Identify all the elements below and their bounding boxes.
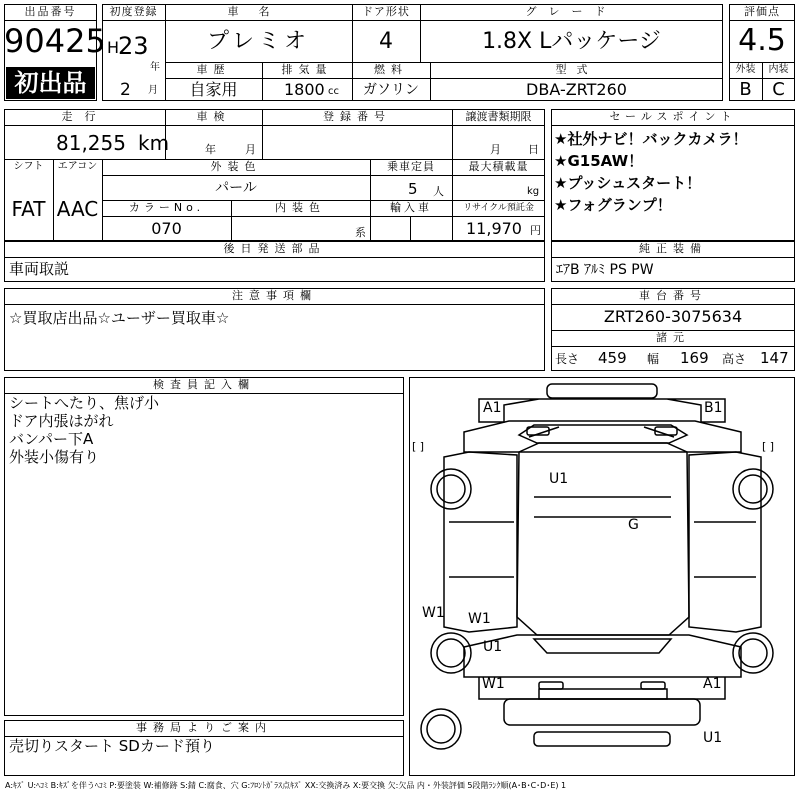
reg-month: 2	[120, 80, 131, 100]
equipment-label: 純正装備	[639, 242, 707, 255]
wheel-front-left-inner	[437, 475, 465, 503]
diagram-mark: W1	[468, 611, 491, 627]
recycle-label: リサイクル預託金	[463, 203, 534, 213]
inspector-label: 検査員記入欄	[153, 378, 255, 391]
door-label: ドア形状	[362, 5, 410, 18]
height-label: 高さ	[722, 352, 747, 366]
sales-points-label: セールスポイント	[609, 110, 737, 123]
reg-year: 23	[118, 32, 149, 60]
model-label: 型式	[555, 63, 598, 76]
wheel-front-right-inner	[739, 475, 767, 503]
load-unit: kg	[527, 186, 540, 197]
legend: A:ｷｽﾞ U:ﾍｺﾐ B:ｷｽﾞを伴うﾍｺﾐ P:要塗装 W:補修跡 S:錆 C:腐食、穴 G:ﾌﾛﾝﾄｶﾞﾗｽ点ｷｽﾞ XX:交換済み X:要交換 欠:欠品 内・外装評価 5段階ﾗﾝｸ順(A･B･C･D･E) 1	[5, 781, 567, 790]
rear-plate	[539, 689, 667, 699]
roof	[534, 497, 671, 517]
trunk	[464, 635, 741, 677]
displacement: 1800	[284, 80, 325, 99]
transfer-month-unit: 月	[490, 143, 501, 156]
diagram-mark: U1	[549, 471, 569, 487]
interior-color-label: 内装色	[275, 201, 326, 214]
diagram-mark: W1	[482, 676, 505, 692]
history: 自家用	[189, 80, 238, 99]
grade: 1.8X Lパッケージ	[482, 29, 661, 54]
right-side	[689, 452, 761, 632]
shift: FAT	[11, 197, 46, 221]
capacity-unit: 人	[433, 185, 444, 198]
notes-value: ☆買取店出品☆ユーザー買取車☆	[9, 309, 230, 327]
front-bumper	[547, 384, 657, 398]
inspection-year-unit: 年	[205, 143, 216, 156]
color-no: 070	[151, 219, 182, 238]
front-bumper-outer	[479, 399, 725, 422]
rear-bumper	[504, 699, 700, 725]
first-reg-label: 初度登録	[109, 5, 158, 18]
diagram-mark: A1	[483, 400, 502, 416]
height: 147	[760, 349, 789, 367]
diagram-mark: U1	[483, 639, 503, 655]
notes-label: 注意事項欄	[232, 289, 317, 302]
wheel-rear-right-inner	[739, 639, 767, 667]
recycle: 11,970	[466, 219, 522, 238]
model-code: DBA-ZRT260	[526, 80, 627, 99]
office-label: 事務局よりご案内	[136, 721, 272, 734]
month-unit: 月	[148, 85, 158, 96]
first-listing-badge: 初出品	[6, 67, 95, 99]
tail-lamp-left	[539, 682, 563, 689]
registration-label: 登録番号	[323, 110, 391, 123]
ac: AAC	[56, 197, 99, 221]
inspector-line: シートへたり、焦げ小	[9, 394, 160, 412]
lot-number: 90425	[4, 22, 106, 60]
grade-label: グレード	[525, 5, 618, 18]
inspector-line: バンパー下A	[9, 430, 94, 448]
color-label: 外装色	[210, 160, 262, 173]
exterior-label: 外装	[735, 64, 756, 75]
car-name: プレミオ	[206, 29, 311, 54]
later-parts-label: 後日発送部品	[223, 242, 326, 255]
sales-point-item: ★プッシュスタート！	[554, 174, 702, 192]
tail-lamp-right	[641, 682, 665, 689]
mileage-label: 走行	[61, 110, 108, 123]
width: 169	[680, 349, 709, 367]
inspection-month-unit: 月	[245, 143, 256, 156]
color-no-label: カラーNo.	[128, 201, 205, 214]
mileage: 81,255	[56, 131, 126, 155]
right-door-line	[694, 522, 756, 577]
fuel: ガソリン	[363, 82, 419, 98]
later-parts-value: 車両取説	[9, 260, 70, 278]
cabin	[517, 443, 689, 635]
exterior-grade: B	[739, 79, 752, 100]
ac-label: エアコン	[57, 161, 98, 172]
era: H	[107, 38, 120, 57]
rear-bumper-outer	[479, 677, 725, 699]
width-label: 幅	[647, 352, 660, 366]
dimensions-label: 諸元	[656, 331, 690, 344]
transfer-label: 譲渡書類期限	[465, 110, 532, 123]
sales-point-item: ★社外ナビ！バックカメラ！	[554, 130, 748, 148]
sales-point-item: ★G15AW！	[554, 152, 644, 170]
fuel-label: 燃料	[374, 63, 408, 76]
inspector-line: 外装小傷有り	[9, 448, 100, 466]
rear-lower	[534, 732, 670, 746]
inspection-label: 車検	[196, 110, 231, 123]
left-side	[444, 452, 517, 632]
diagram-mark: G	[628, 517, 639, 533]
interior-label: 内装	[768, 64, 789, 75]
equipment-value: ｴｱB ｱﾙﾐ PS PW	[556, 262, 654, 278]
score: 4.5	[738, 23, 786, 58]
history-label: 車歴	[196, 63, 231, 76]
transfer-day-unit: 日	[528, 143, 539, 156]
import-label: 輸入車	[390, 201, 432, 214]
capacity: 5	[408, 180, 418, 198]
left-door-line	[449, 522, 514, 577]
displacement-label: 排気量	[281, 63, 333, 76]
diagram-mark: B1	[704, 400, 723, 416]
length: 459	[598, 349, 627, 367]
chassis-label: 車台番号	[639, 289, 707, 302]
rear-window	[534, 639, 671, 653]
lot-label: 出品番号	[24, 5, 77, 18]
color: パール	[215, 180, 257, 196]
car-diagram	[409, 377, 795, 776]
displacement-unit: cc	[328, 86, 339, 97]
year-unit: 年	[150, 62, 160, 73]
shift-label: シフト	[13, 161, 44, 172]
diagram-mark: U1	[703, 730, 723, 746]
wiper	[529, 427, 674, 437]
recycle-unit: 円	[530, 224, 541, 237]
diagram-mark: W1	[422, 605, 445, 621]
capacity-label: 乗車定員	[387, 160, 435, 173]
doors: 4	[379, 29, 393, 54]
car-name-label: 車名	[227, 5, 290, 18]
interior-color-unit: 系	[355, 226, 366, 239]
wheel-rear-left-inner	[437, 639, 465, 667]
length-label: 長さ	[555, 352, 580, 366]
mileage-unit: km	[138, 131, 170, 155]
office-value: 売切りスタート SDカード預り	[9, 737, 215, 755]
chassis-number: ZRT260-3075634	[603, 307, 743, 326]
bracket-left: [ ]	[412, 440, 425, 453]
load-label: 最大積載量	[468, 160, 529, 173]
sales-point-item: ★フォグランプ！	[554, 196, 672, 214]
score-label: 評価点	[744, 5, 780, 18]
spare-wheel-inner	[427, 715, 455, 743]
diagram-mark: A1	[703, 676, 722, 692]
interior-grade: C	[772, 79, 785, 100]
inspector-line: ドア内張はがれ	[9, 412, 114, 430]
bracket-right: [ ]	[762, 440, 775, 453]
